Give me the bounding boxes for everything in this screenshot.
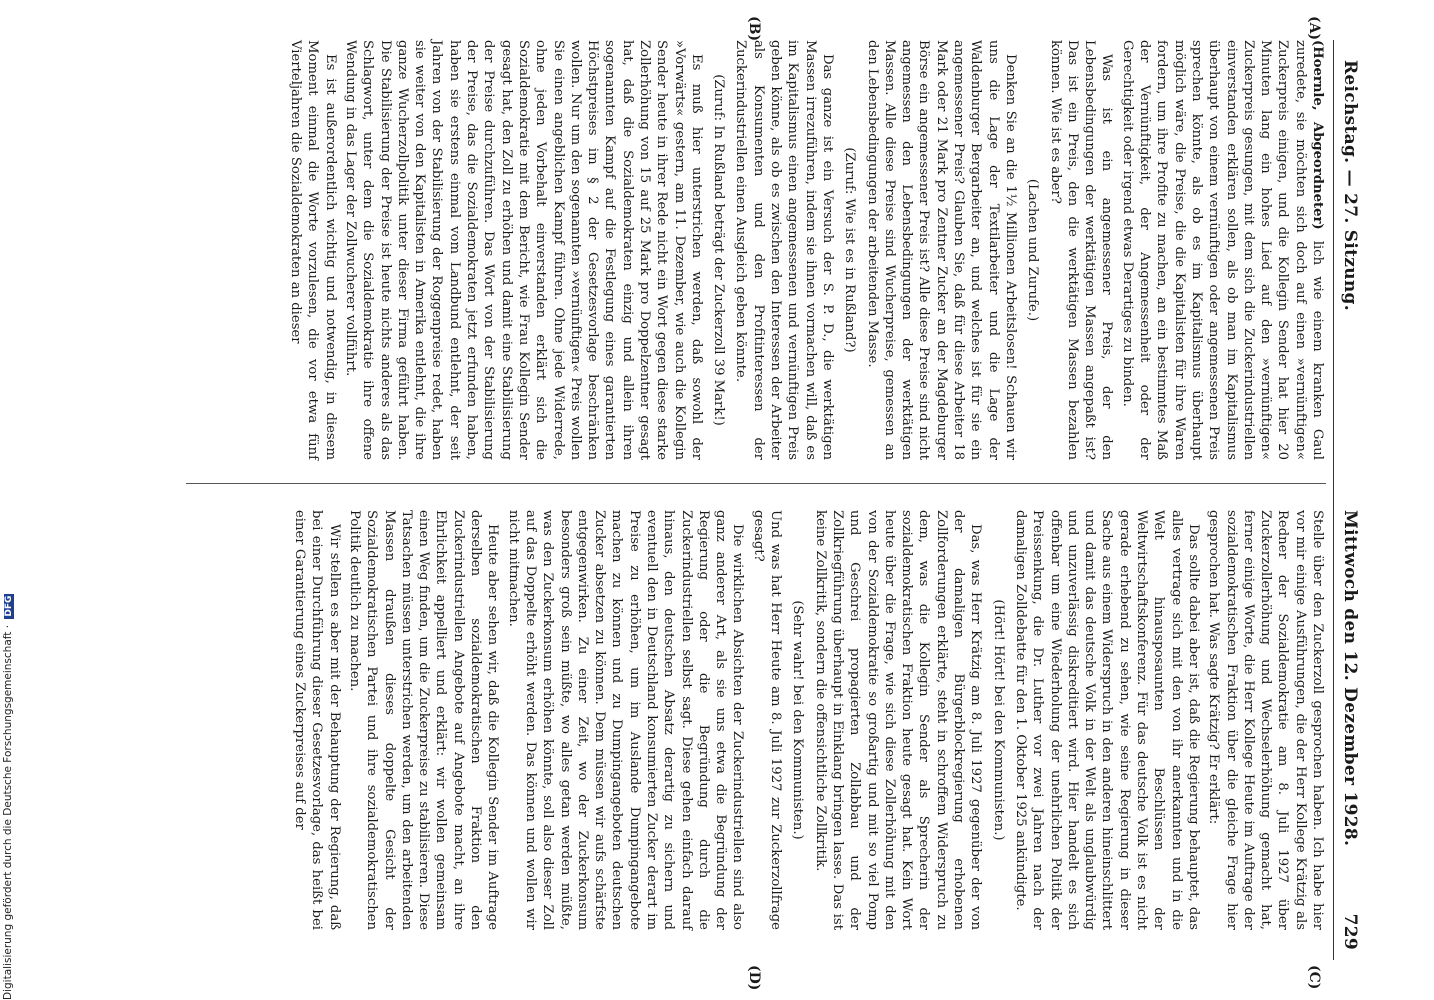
margin-marker-b: (B) xyxy=(746,16,762,42)
body-paragraph: Es muß hier unterstrichen werden, daß sowohl der »Vorwärts« gestern, am 11. Dezember, wie auch die Kollegin Sender heute in ihrer Rede nicht ein Wort gegen diese starke Zollerhöhung von 15 auf 25 Mark pro Doppelzentner gesagt hat, daß die Sozialdemokraten einzig und allein ihren sogenannten Kampf auf die Festlegung eines garantierten Höchstpreises im § 2 der Gesetzesvorlage beschränken wollen. Nur um den sogenannten »vernünftigen« Preis wollen Sie einen angeblichen Kampf führen. Ohne jede Widerrede, ohne jeden Vorbehalt einverstanden erklärt sich die Sozialdemokratie mit dem Bericht, wie Frau Kollegin Sender gesagt hat, den Zoll zu erhöhen und damit eine Stabilisierung der Preise durchzuführen. Das Wort von der Stabilisierung der Preise, das die Sozialdemokraten jetzt erfunden haben, haben sie erstens einmal vom Landbund entlehnt, der seit Jahren von der Stabilisierung der Roggenpreise redet, haben sie weiter von den Kapitalisten in Amerika entlehnt, die ihre ganze Wucherzollpolitik unter dieser Firma geführt haben. Die Stabilisierung der Preise ist heute nichts anderes als das Schlagwort, unter dem die Sozialdemokratie ihre offene Wendung in das Lager der Zollwucherer vollführt. xyxy=(342,40,704,460)
body-paragraph: Stelle über den Zuckerzoll gesprochen haben. Ich habe hier vor mir einige Ausführungen, die der Herr Kollege Krätzig als Redner der Sozialdemokratie am 8. Juli 1927 über Zuckerzollerhöhung und Wechselerhöhung gemacht hat, ferner einige Worte, die Herr Kollege Heute im Auftrage der sozialdemokratischen Fraktion über die gleiche Frage hier gesprochen hat. Was sagte Krätzig? Er erklärt: xyxy=(1206,510,1325,930)
dfg-logo: DFG xyxy=(4,595,14,617)
body-paragraph: Das ganze ist ein Versuch der S. P. D., die werktätigen Massen irrezuführen, indem sie ihnen vormachen will, daß es im Kapitalismus einen angemessenen und vernünftigen Preis geben könne, als ob es zwischen den Interessen der Arbeiter als Konsumenten und den Profitinteressen der Zuckerindustriellen einen Ausgleich geben könnte. xyxy=(733,40,835,460)
speaker-paragraph xyxy=(1118,40,1326,460)
header-chamber: Reichstag. — 27. Sitzung. xyxy=(1340,60,1360,311)
header-page-number: 729 xyxy=(1340,913,1360,950)
body-paragraph: Es ist außerordentlich wichtig und notwendig, in diesem Moment einmal die Worte vorzulesen, die vor etwa fünf Vierteljahren die Sozialdemokraten an dieser xyxy=(288,40,338,460)
left-column xyxy=(284,40,1326,460)
margin-marker-c: (C) xyxy=(1306,965,1322,990)
column-divider xyxy=(186,483,1326,484)
body-paragraph: Wir stellen es aber mit der Behauptung der Regierung, daß bei einer Durchführung dieser Gesetzesvorlage, das heißt bei einer Garantierung eines Zuckerpreises auf der xyxy=(292,510,342,930)
body-paragraph: Heute aber sehen wir, daß die Kollegin Sender im Auftrage derselben sozialdemokratischen Fraktion den Zuckerindustriellen Angebote auf Angebote macht, an ihre Ehrlichkeit appelliert und erklärt: wir wollen gemeinsam einen Weg finden, um die Zuckerpreise zu stabilisieren. Diese Tatsachen müssen unterstrichen werden, um den arbeitenden Massen draußen dieses doppelte Gesicht der Sozialdemokratischen Partei und ihre sozialdemokratischen Politik deutlich zu machen. xyxy=(346,510,501,930)
document-page xyxy=(112,16,1362,991)
body-paragraph: Das, was Herr Krätzig am 8. Juli 1927 gegenüber der von der damaligen Bürgerblockregierung erhobenen Zollforderungen erklärte, steht in schroffem Widerspruch zu dem, was die Kollegin Sender als Sprecherin der sozialdemokratischen Fraktion heute gesagt hat. Kein Wort heute über die Frage, wie sich diese Zollerhöhung mit den von der Sozialdemokratie so großartig und mit so viel Pomp und Geschrei propagierten Zollabbau und der Zollkriegführung überhaupt in Einklang bringen lasse. Das ist keine Zollkritik, sondern die offensichtliche Zollkritik. xyxy=(812,510,984,930)
header-rule xyxy=(1333,40,1334,960)
body-paragraph: Denken Sie an die 1½ Millionen Arbeitslosen! Schauen wir uns die Lage der Textilarbeiter und die Lage der Waldenburger Bergarbeiter an, und welches ist für sie ein angemessener Preis? Glauben Sie, daß für diese Arbeiter 18 Mark oder 21 Mark pro Zentner Zucker an der Magdeburger Börse ein angemessener Preis ist? Alle diese Preise sind nicht angemessen den Lebensbedingungen der werktätigen Massen. Alle diese Preise sind Wucherpreise, gemessen an den Lebensbedingungen der arbeitenden Masse. xyxy=(864,40,1018,460)
interjection: (Sehr wahr! bei den Kommunisten.) xyxy=(790,600,806,840)
page-header xyxy=(1336,40,1362,960)
footer-credit xyxy=(0,0,16,1000)
interjection: (Zuruf: In Rußland beträgt der Zuckerzoll 39 Mark!) xyxy=(711,74,727,426)
speaker-name: (Hoernle, Abgeordneter) xyxy=(1310,40,1325,230)
margin-marker-a: (A) xyxy=(1306,16,1322,41)
interjection: (Zuruf: Wie ist es in Rußland?) xyxy=(842,147,858,353)
speaker-text: lich wie einem kranken Gaul zuredete, sie möchten sich doch auf einen »vernünftigen« Zuckerpreis einigen, und die Kollegin Sender hat hier 20 Minuten lang ein hohes Lied auf den »vernünftigen« Zuckerpreis gesungen, mit dem sich die Zuckerindustriellen einverstanden erklären sollen, als ob man im Kapitalismus überhaupt von einem vernünftigen oder angemessenen Preis sprechen könnte, als ob es im Kapitalismus überhaupt möglich wäre, die Preise, die die Kapitalisten für ihre Waren fordern, um ihre Profite zu machen, an ein bestimmtes Maß der Vernünftigkeit, der Angemessenheit oder der Gerechtigkeit oder irgend etwas Derartiges zu binden. xyxy=(1119,40,1325,460)
body-paragraph: Das sollte dabei aber ist, daß die Regierung behauptet, das alles vertrage sich mit den von ihr anerkannten und in die Welt hinausposaunten Beschlüssen der Weltwirtschaftskonferenz. Für das deutsche Volk ist es nicht gerade erhebend zu sehen, wie seine Regierung in dieser Sache aus einem Widerspruch in den anderen hineinschlittert und damit das deutsche Volk in der Welt als unglaubwürdig und unzuverlässig diskreditiert wird. Hier handelt es sich offenbar um eine Wiederholung der unehrlichen Politik der Preissenkung, die Dr. Luther vor zwei Jahren nach der damaligen Zolldebatte für den 1. Oktober 1925 ankündigte. xyxy=(1012,510,1201,930)
right-column xyxy=(288,510,1326,930)
footer-text: Digitalisierung gefördert durch die Deutsche Forschungsgemeinschaft · xyxy=(2,624,14,1000)
body-paragraph: Was ist ein angemessener Preis, der den Lebensbedingungen der werktätigen Massen angepaßt ist? Das ist ein Preis, den die werktätigen Massen bezahlen können. Wie ist es aber? xyxy=(1047,40,1115,460)
body-paragraph: Und was hat Herr Heute am 8. Juli 1927 zur Zuckerzollfrage gesagt? xyxy=(750,510,784,930)
interjection: (Lachen und Zurufe.) xyxy=(1025,178,1041,322)
body-paragraph: Die wirklichen Absichten der Zuckerindustriellen sind also ganz anderer Art, als sie uns etwa die Begründung der Regierung oder die Begründung durch die Zuckerindustriellen selbst sagt. Diese gehen einfach darauf hinaus, den deutschen Absatz derartig zu sichern und eventuell den in Deutschland konsumierten Zucker derart im Preise zu erhöhen, um im Auslande Dumpingangebote machen zu können und zu Dumpingangeboten deutschen Zucker absetzen zu können. Dem müssen wir aufs schärfste entgegenwirken. Zu einer Zeit, wo der Zuckerkonsum besonders groß sein müßte, wo alles getan werden müßte, was den Zuckerkonsum erhöhen könnte, soll also dieser Zoll auf das Doppelte erhöht werden. Das können und wollen wir nicht mitmachen. xyxy=(505,510,746,930)
margin-marker-d: (D) xyxy=(746,965,762,991)
interjection: (Hört! Hört! bei den Kommunisten.) xyxy=(990,599,1006,841)
header-date: Mittwoch den 12. Dezember 1928. xyxy=(1340,510,1360,847)
